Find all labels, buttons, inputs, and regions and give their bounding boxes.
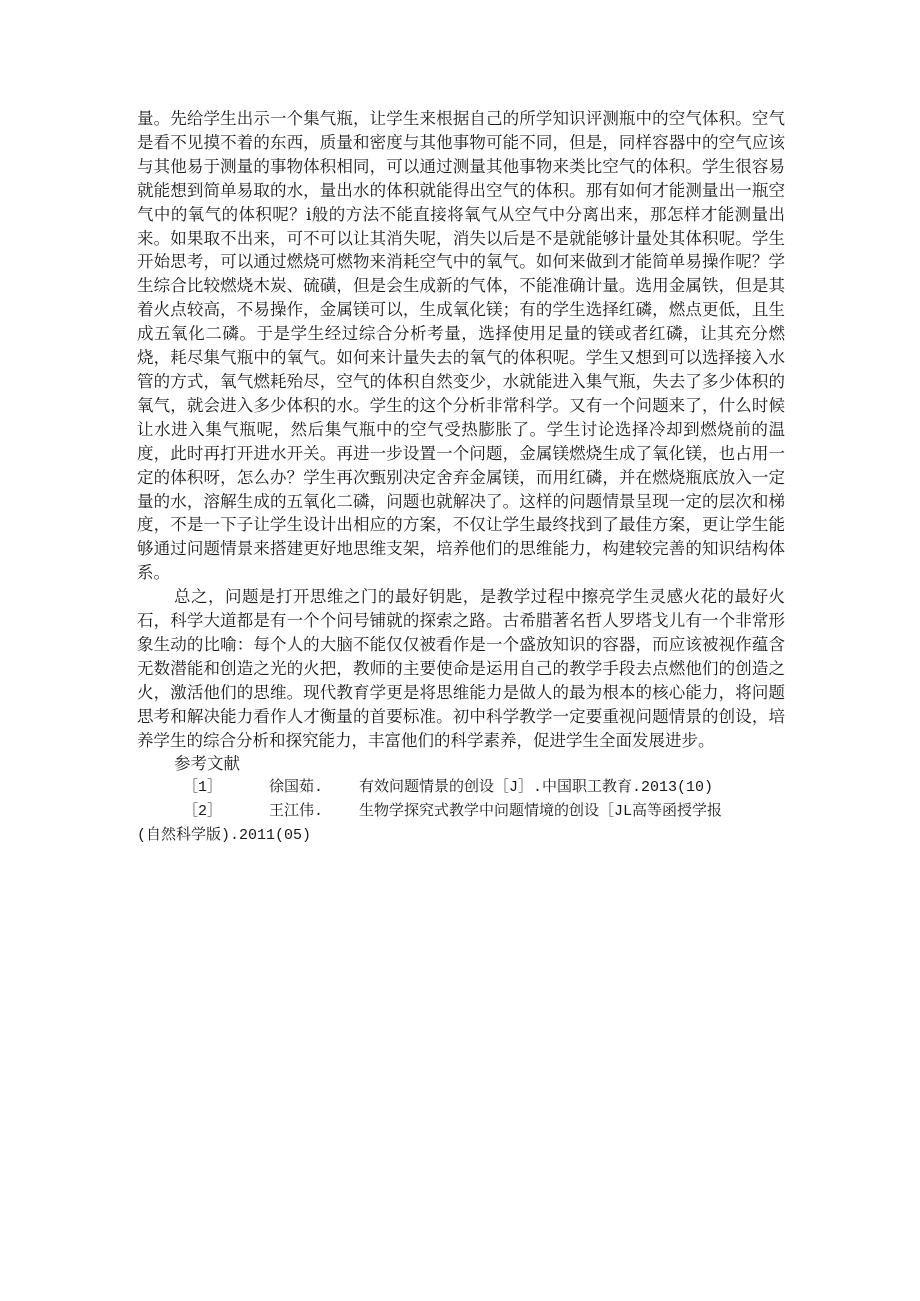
body-paragraph-2: 总之，问题是打开思维之门的最好钥匙，是教学过程中擦亮学生灵感火花的最好火石，科学大道都是有一个个问号铺就的探索之路。古希腊著名哲人罗塔戈儿有一个非常形象生动的比喻：每个人的大脑不能仅仅被看作是一个盛放知识的容器，而应该被视作蕴含无数潜能和创造之光的火把，教师的主要使命是运用自己的教学手段去点燃他们的创造之火，激活他们的思维。现代教育学更是将思维能力是做人的最为根本的核心能力，将问题思考和解决能力看作人才衡量的首要标准。初中科学教学一定要重视问题情景的创设，培养学生的综合分析和探究能力，丰富他们的科学素养，促进学生全面发展进步。 [137, 587, 785, 750]
reference-title: 有效问题情景的创设［J］.中国职工教育.2013(10) [359, 779, 714, 797]
references-section [137, 752, 785, 848]
reference-item-1 [137, 776, 785, 800]
reference-item-2 [137, 800, 785, 824]
reference-author: 徐国茹. [269, 779, 324, 797]
reference-number: ［2］ [183, 803, 223, 821]
reference-author: 王江伟. [269, 803, 324, 821]
references-title: 参考文献 [174, 754, 240, 774]
document-page [137, 107, 785, 848]
reference-title: 生物学探究式教学中问题情境的创设［JL高等函授学报 [359, 803, 723, 821]
reference-item-2-continuation: (自然科学版).2011(05) [137, 827, 312, 845]
body-paragraph-1: 量。先给学生出示一个集气瓶，让学生来根据自己的所学知识评测瓶中的空气体积。空气是看不见摸不着的东西，质量和密度与其他事物可能不同，但是，同样容器中的空气应该与其他易于测量的事物体积相同，可以通过测量其他事物来类比空气的体积。学生很容易就能想到简单易取的水，量出水的体积就能得出空气的体积。那有如何才能测量出一瓶空气中的氧气的体积呢？i般的方法不能直接将氧气从空气中分离出来，那怎样才能测量出来。如果取不出来，可不可以让其消失呢，消失以后是不是就能够计量处其体积呢。学生开始思考，可以通过燃烧可燃物来消耗空气中的氧气。如何来做到才能简单易操作呢？学生综合比较燃烧木炭、硫磺，但是会生成新的气体，不能准确计量。选用金属铁，但是其着火点较高，不易操作，金属镁可以，生成氧化镁；有的学生选择红磷，燃点更低，且生成五氧化二磷。于是学生经过综合分析考量，选择使用足量的镁或者红磷，让其充分燃烧，耗尽集气瓶中的氧气。如何来计量失去的氧气的体积呢。学生又想到可以选择接入水管的方式，氧气燃耗殆尽，空气的体积自然变少，水就能进入集气瓶，失去了多少体积的氧气，就会进入多少体积的水。学生的这个分析非常科学。又有一个问题来了，什么时候让水进入集气瓶呢，然后集气瓶中的空气受热膨胀了。学生讨论选择冷却到燃烧前的温度，此时再打开进水开关。再进一步设置一个问题，金属镁燃烧生成了氧化镁，也占用一定的体积呀，怎么办？学生再次甄别决定舍弃金属镁，而用红磷，并在燃烧瓶底放入一定量的水，溶解生成的五氧化二磷，问题也就解决了。这样的问题情景呈现一定的层次和梯度，不是一下子让学生设计出相应的方案，不仅让学生最终找到了最佳方案，更让学生能够通过问题情景来搭建更好地思维支架，培养他们的思维能力，构建较完善的知识结构体系。 [137, 109, 785, 583]
reference-number: ［1］ [183, 779, 223, 797]
